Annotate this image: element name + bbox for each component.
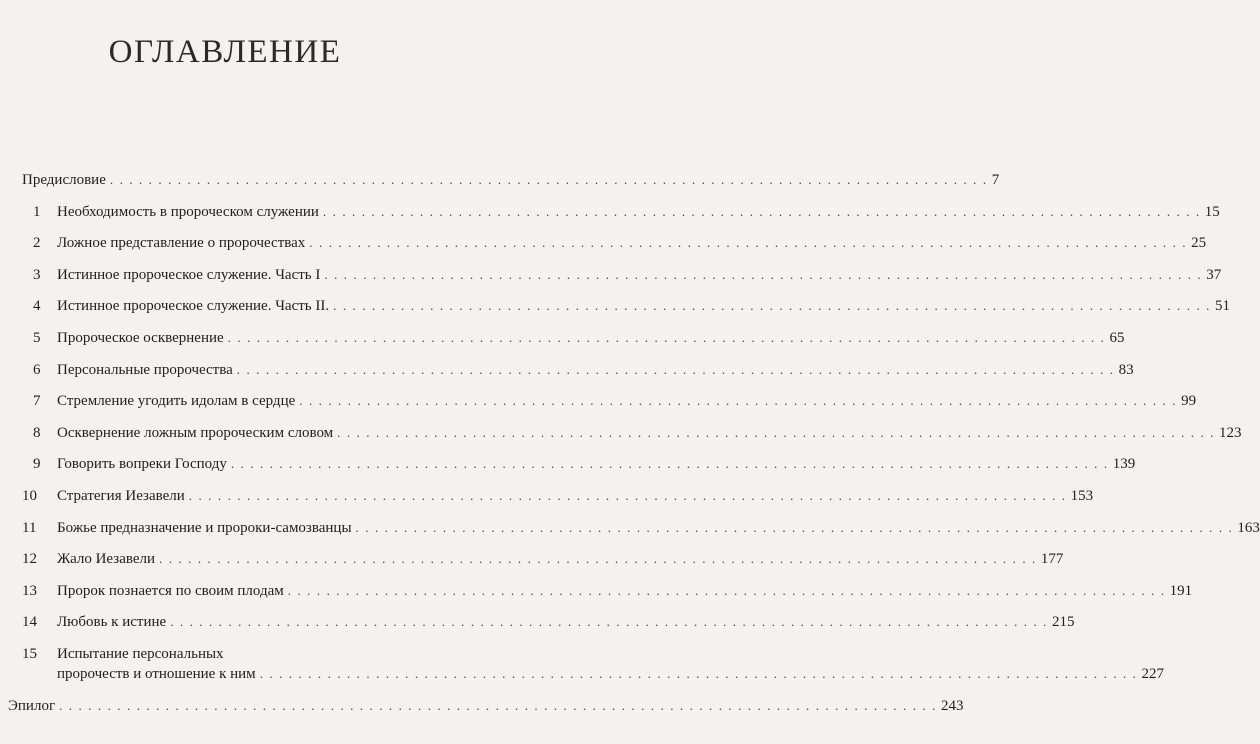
toc-entry-label: Персональные пророчества <box>57 361 233 378</box>
dot-leader <box>356 518 1234 538</box>
toc-page-number: 227 <box>1141 665 1165 682</box>
toc-entry-chapter-4 <box>22 296 1230 316</box>
chapter-number: 8 <box>33 424 41 441</box>
dot-leader <box>333 296 1211 316</box>
toc-entry-label: Божье предназначение и пророки-самозванцы <box>57 519 352 536</box>
toc-entry-chapter-8 <box>22 423 1242 443</box>
toc-entry-label: Истинное пророческое служение. Часть I <box>57 266 321 283</box>
toc-entry-epilogue <box>8 696 964 716</box>
toc-entry-chapter-10 <box>22 486 1094 506</box>
toc-entry-label: Ложное представление о пророчествах <box>57 235 306 252</box>
toc-entry-chapter-3 <box>22 265 1222 285</box>
toc-entry-label: Эпилог <box>8 697 56 714</box>
toc-entry-preface <box>22 170 1000 190</box>
chapter-number: 5 <box>33 329 41 346</box>
dot-leader <box>309 233 1187 253</box>
toc-entry-label: Жало Иезавели <box>57 551 156 568</box>
dot-leader <box>110 170 988 190</box>
chapter-number: 13 <box>22 582 37 599</box>
toc-entry-label-line2: пророчеств и отношение к ним <box>57 665 256 682</box>
toc-entry-label: Осквернение ложным пророческим словом <box>57 424 334 441</box>
chapter-number: 6 <box>33 361 41 378</box>
dot-leader <box>228 328 1106 348</box>
dot-leader <box>323 202 1201 222</box>
table-of-contents <box>8 170 1260 727</box>
toc-page-number: 15 <box>1204 203 1220 220</box>
dot-leader <box>337 423 1215 443</box>
toc-entry-chapter-12 <box>22 549 1064 569</box>
chapter-number: 2 <box>33 235 41 252</box>
toc-entry-chapter-13 <box>22 581 1193 601</box>
chapter-number: 15 <box>22 645 37 662</box>
toc-page-number: 65 <box>1109 329 1125 346</box>
toc-page-number: 7 <box>991 172 1000 188</box>
toc-page-number: 51 <box>1215 298 1230 315</box>
chapter-number: 10 <box>22 487 37 504</box>
toc-page-number: 215 <box>1052 614 1075 631</box>
toc-entry-label: Любовь к истине <box>57 614 167 631</box>
chapter-number: 12 <box>22 551 37 568</box>
toc-page-number: 177 <box>1040 551 1064 568</box>
toc-entry-chapter-2 <box>22 233 1207 253</box>
toc-page-number: 99 <box>1181 393 1197 410</box>
toc-entry-chapter-14 <box>22 612 1075 632</box>
toc-entry-chapter-1 <box>22 202 1220 222</box>
toc-page-number: 123 <box>1219 424 1242 441</box>
chapter-number: 4 <box>33 298 41 315</box>
toc-page-number: 191 <box>1169 582 1193 599</box>
chapter-number: 3 <box>33 266 41 283</box>
dot-leader <box>237 360 1115 380</box>
chapter-number: 9 <box>33 456 41 473</box>
dot-leader <box>59 696 937 716</box>
toc-entry-chapter-15 <box>22 644 1165 684</box>
dot-leader <box>299 391 1177 411</box>
dot-leader <box>324 265 1202 285</box>
chapter-number: 7 <box>33 393 41 410</box>
page-title: ОГЛАВЛЕНИЕ <box>108 34 342 70</box>
dot-leader <box>189 486 1067 506</box>
toc-entry-label: Необходимость в пророческом служении <box>57 203 319 220</box>
toc-page-number: 139 <box>1112 456 1136 473</box>
toc-page-number: 243 <box>940 697 964 714</box>
dot-leader <box>159 549 1037 569</box>
dot-leader <box>288 581 1166 601</box>
toc-entry-chapter-11 <box>22 518 1260 538</box>
toc-entry-label: Стремление угодить идолам в сердце <box>57 393 296 410</box>
toc-entry-chapter-7 <box>22 391 1197 411</box>
toc-entry-label: Истинное пророческое служение. Часть II. <box>57 298 330 315</box>
toc-entry-label-line1: Испытание персональных <box>57 645 224 662</box>
chapter-number: 11 <box>22 519 37 536</box>
toc-page-number: 163 <box>1237 519 1260 536</box>
toc-entry-label: Предисловие <box>22 172 106 188</box>
dot-leader <box>260 664 1138 684</box>
toc-entry-label: Пророк познается по своим плодам <box>57 582 284 599</box>
toc-page-number: 153 <box>1070 487 1094 504</box>
toc-entry-label: Говорить вопреки Господу <box>57 456 227 473</box>
toc-page-number: 37 <box>1206 266 1222 283</box>
toc-entry-chapter-6 <box>22 360 1134 380</box>
toc-entry-label: Стратегия Иезавели <box>57 487 185 504</box>
dot-leader <box>170 612 1048 632</box>
toc-entry-chapter-9 <box>22 454 1136 474</box>
toc-page-number: 25 <box>1191 235 1207 252</box>
toc-entry-chapter-5 <box>22 328 1125 348</box>
toc-page-number: 83 <box>1118 361 1134 378</box>
dot-leader <box>231 454 1109 474</box>
toc-entry-label: Пророческое осквернение <box>57 329 224 346</box>
chapter-number: 1 <box>33 203 41 220</box>
chapter-number: 14 <box>22 614 37 631</box>
